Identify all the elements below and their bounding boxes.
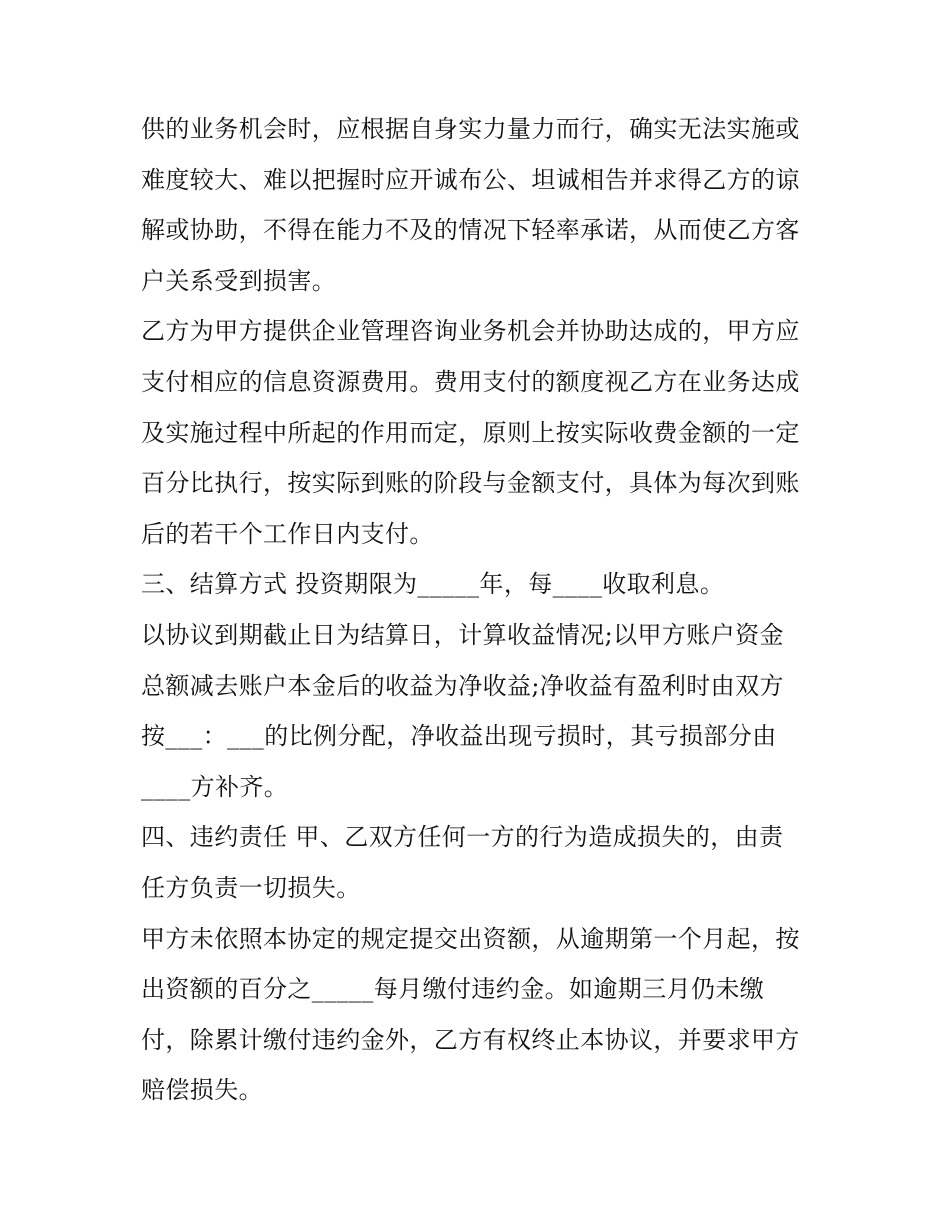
section-heading-liability: 四、违约责任 甲、乙双方任何一方的行为造成损失的，由责 bbox=[141, 823, 784, 852]
text-line: 任方负责一切损失。 bbox=[141, 873, 361, 902]
text-line: 支付相应的信息资源费用。费用支付的额度视乙方在业务达成 bbox=[141, 367, 800, 396]
text-line: 解或协助，不得在能力不及的情况下轻率承诺，从而使乙方客 bbox=[141, 216, 800, 245]
text-line: ____方补齐。 bbox=[141, 772, 289, 801]
text-line: 按___：___的比例分配，净收益出现亏损时，其亏损部分由 bbox=[141, 722, 777, 751]
text-line: 供的业务机会时，应根据自身实力量力而行，确实无法实施或 bbox=[141, 115, 800, 143]
text-line: 百分比执行，按实际到账的阶段与金额支付，具体为每次到账 bbox=[141, 469, 800, 498]
text-line: 难度较大、难以把握时应开诚布公、坦诚相告并求得乙方的谅 bbox=[141, 165, 800, 194]
text-line: 乙方为甲方提供企业管理咨询业务机会并协助达成的，甲方应 bbox=[141, 317, 800, 346]
text-line: 付，除累计缴付违约金外，乙方有权终止本协议，并要求甲方 bbox=[141, 1025, 800, 1054]
text-line: 甲方未依照本协定的规定提交出资额，从逾期第一个月起，按 bbox=[141, 924, 800, 953]
text-line: 出资额的百分之_____每月缴付违约金。如逾期三月仍未缴 bbox=[141, 975, 765, 1004]
document-body bbox=[141, 104, 831, 1116]
text-line: 及实施过程中所起的作用而定，原则上按实际收费金额的一定 bbox=[141, 418, 800, 447]
text-line: 户关系受到损害。 bbox=[141, 266, 337, 295]
text-line: 以协议到期截止日为结算日，计算收益情况;以甲方账户资金 bbox=[141, 620, 784, 649]
section-heading-settlement: 三、结算方式 投资期限为_____年，每____收取利息。 bbox=[141, 570, 725, 599]
text-line: 后的若干个工作日内支付。 bbox=[141, 519, 434, 548]
text-line: 赔偿损失。 bbox=[141, 1076, 263, 1105]
text-line: 总额减去账户本金后的收益为净收益;净收益有盈利时由双方 bbox=[141, 671, 784, 700]
